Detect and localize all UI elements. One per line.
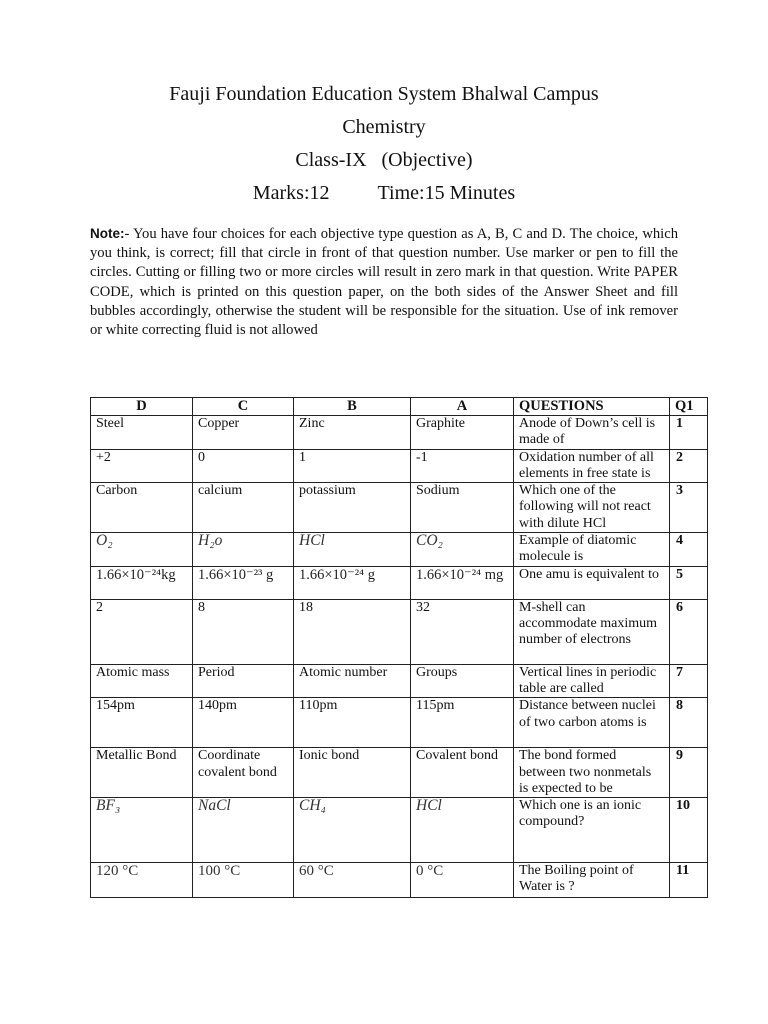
table-row	[91, 533, 708, 567]
option-b: 1.66×10⁻²⁴ g	[294, 566, 411, 599]
question-text: Example of diatomic molecule is	[514, 533, 670, 567]
option-d: 2	[91, 599, 193, 664]
option-c: Period	[193, 664, 294, 698]
option-b: Zinc	[294, 416, 411, 450]
question-number: 2	[670, 449, 708, 483]
option-d: BF₃	[91, 798, 193, 863]
option-d: O₂	[91, 533, 193, 567]
table-row	[91, 449, 708, 483]
option-a: 32	[411, 599, 514, 664]
subject-title: Chemistry	[342, 116, 426, 138]
question-text: Oxidation number of all elements in free state is	[514, 449, 670, 483]
option-c: 0	[193, 449, 294, 483]
note-text: - You have four choices for each objective type question as A, B, C and D. The choice, which you think, is correct; fill that circle in front of that question number. Use marker or pen to fill the circles. Cutting or filling two or more circles will result in zero mark in that question. Write PAPER CODE, which is printed on this question paper, on the both sides of the Answer Sheet and fill bubbles accordingly, otherwise the student will be responsible for the situation. Use of ink remover or white correcting fluid is not allowed	[90, 226, 678, 339]
option-d: Atomic mass	[91, 664, 193, 698]
option-b: 1	[294, 449, 411, 483]
option-d: Steel	[91, 416, 193, 450]
question-number: 11	[670, 863, 708, 898]
table-row	[91, 698, 708, 748]
option-a: Covalent bond	[411, 748, 514, 798]
question-number: 7	[670, 664, 708, 698]
question-text: The Boiling point of Water is ?	[514, 863, 670, 898]
table-header-row	[91, 398, 708, 416]
question-text: Anode of Down’s cell is made of	[514, 416, 670, 450]
time-text: Time:15 Minutes	[377, 182, 516, 204]
option-b: Ionic bond	[294, 748, 411, 798]
question-text: Which one of the following will not react with dilute HCl	[514, 483, 670, 533]
option-c: H₂o	[193, 533, 294, 567]
option-c: NaCl	[193, 798, 294, 863]
question-text: One amu is equivalent to	[514, 566, 670, 599]
question-number: 4	[670, 533, 708, 567]
option-c: 100 °C	[193, 863, 294, 898]
option-a: -1	[411, 449, 514, 483]
paper-header	[0, 78, 768, 210]
class-line: Class-IX (Objective)	[295, 149, 473, 171]
option-d: 120 °C	[91, 863, 193, 898]
option-d: 1.66×10⁻²⁴kg	[91, 566, 193, 599]
question-text: Distance between nuclei of two carbon atoms is	[514, 698, 670, 748]
table-row	[91, 863, 708, 898]
option-b: Atomic number	[294, 664, 411, 698]
option-c: calcium	[193, 483, 294, 533]
instructions-note	[90, 224, 678, 340]
table-row	[91, 599, 708, 664]
question-number: 8	[670, 698, 708, 748]
question-number: 1	[670, 416, 708, 450]
question-number: 5	[670, 566, 708, 599]
option-b: 18	[294, 599, 411, 664]
marks-time-line	[0, 177, 768, 210]
table-row	[91, 664, 708, 698]
header-c: C	[193, 398, 294, 416]
option-c: Coordinate covalent bond	[193, 748, 294, 798]
option-a: CO₂	[411, 533, 514, 567]
institution-title: Fauji Foundation Education System Bhalwal Campus	[169, 83, 599, 105]
option-a: Sodium	[411, 483, 514, 533]
option-b: CH₄	[294, 798, 411, 863]
marks-text: Marks:12	[252, 182, 330, 204]
table-row	[91, 483, 708, 533]
option-d: Metallic Bond	[91, 748, 193, 798]
table-row	[91, 416, 708, 450]
question-text: M-shell can accommodate maximum number of electrons	[514, 599, 670, 664]
option-b: 60 °C	[294, 863, 411, 898]
header-d: D	[91, 398, 193, 416]
option-d: +2	[91, 449, 193, 483]
option-c: 1.66×10⁻²³ g	[193, 566, 294, 599]
question-text: Vertical lines in periodic table are called	[514, 664, 670, 698]
note-label: Note:	[90, 226, 125, 241]
option-a: 115pm	[411, 698, 514, 748]
option-a: HCl	[411, 798, 514, 863]
question-number: 3	[670, 483, 708, 533]
header-q1: Q1	[670, 398, 708, 416]
header-a: A	[411, 398, 514, 416]
table-row	[91, 748, 708, 798]
question-number: 10	[670, 798, 708, 863]
question-number: 6	[670, 599, 708, 664]
table-row	[91, 566, 708, 599]
question-text: The bond formed between two nonmetals is expected to be	[514, 748, 670, 798]
option-b: potassium	[294, 483, 411, 533]
option-a: Groups	[411, 664, 514, 698]
option-c: Copper	[193, 416, 294, 450]
option-d: 154pm	[91, 698, 193, 748]
question-number: 9	[670, 748, 708, 798]
table-row	[91, 798, 708, 863]
option-a: Graphite	[411, 416, 514, 450]
option-b: HCl	[294, 533, 411, 567]
header-b: B	[294, 398, 411, 416]
option-b: 110pm	[294, 698, 411, 748]
option-c: 8	[193, 599, 294, 664]
option-a: 1.66×10⁻²⁴ mg	[411, 566, 514, 599]
option-a: 0 °C	[411, 863, 514, 898]
questions-table	[90, 397, 708, 898]
question-text: Which one is an ionic compound?	[514, 798, 670, 863]
header-questions: QUESTIONS	[514, 398, 670, 416]
option-c: 140pm	[193, 698, 294, 748]
option-d: Carbon	[91, 483, 193, 533]
